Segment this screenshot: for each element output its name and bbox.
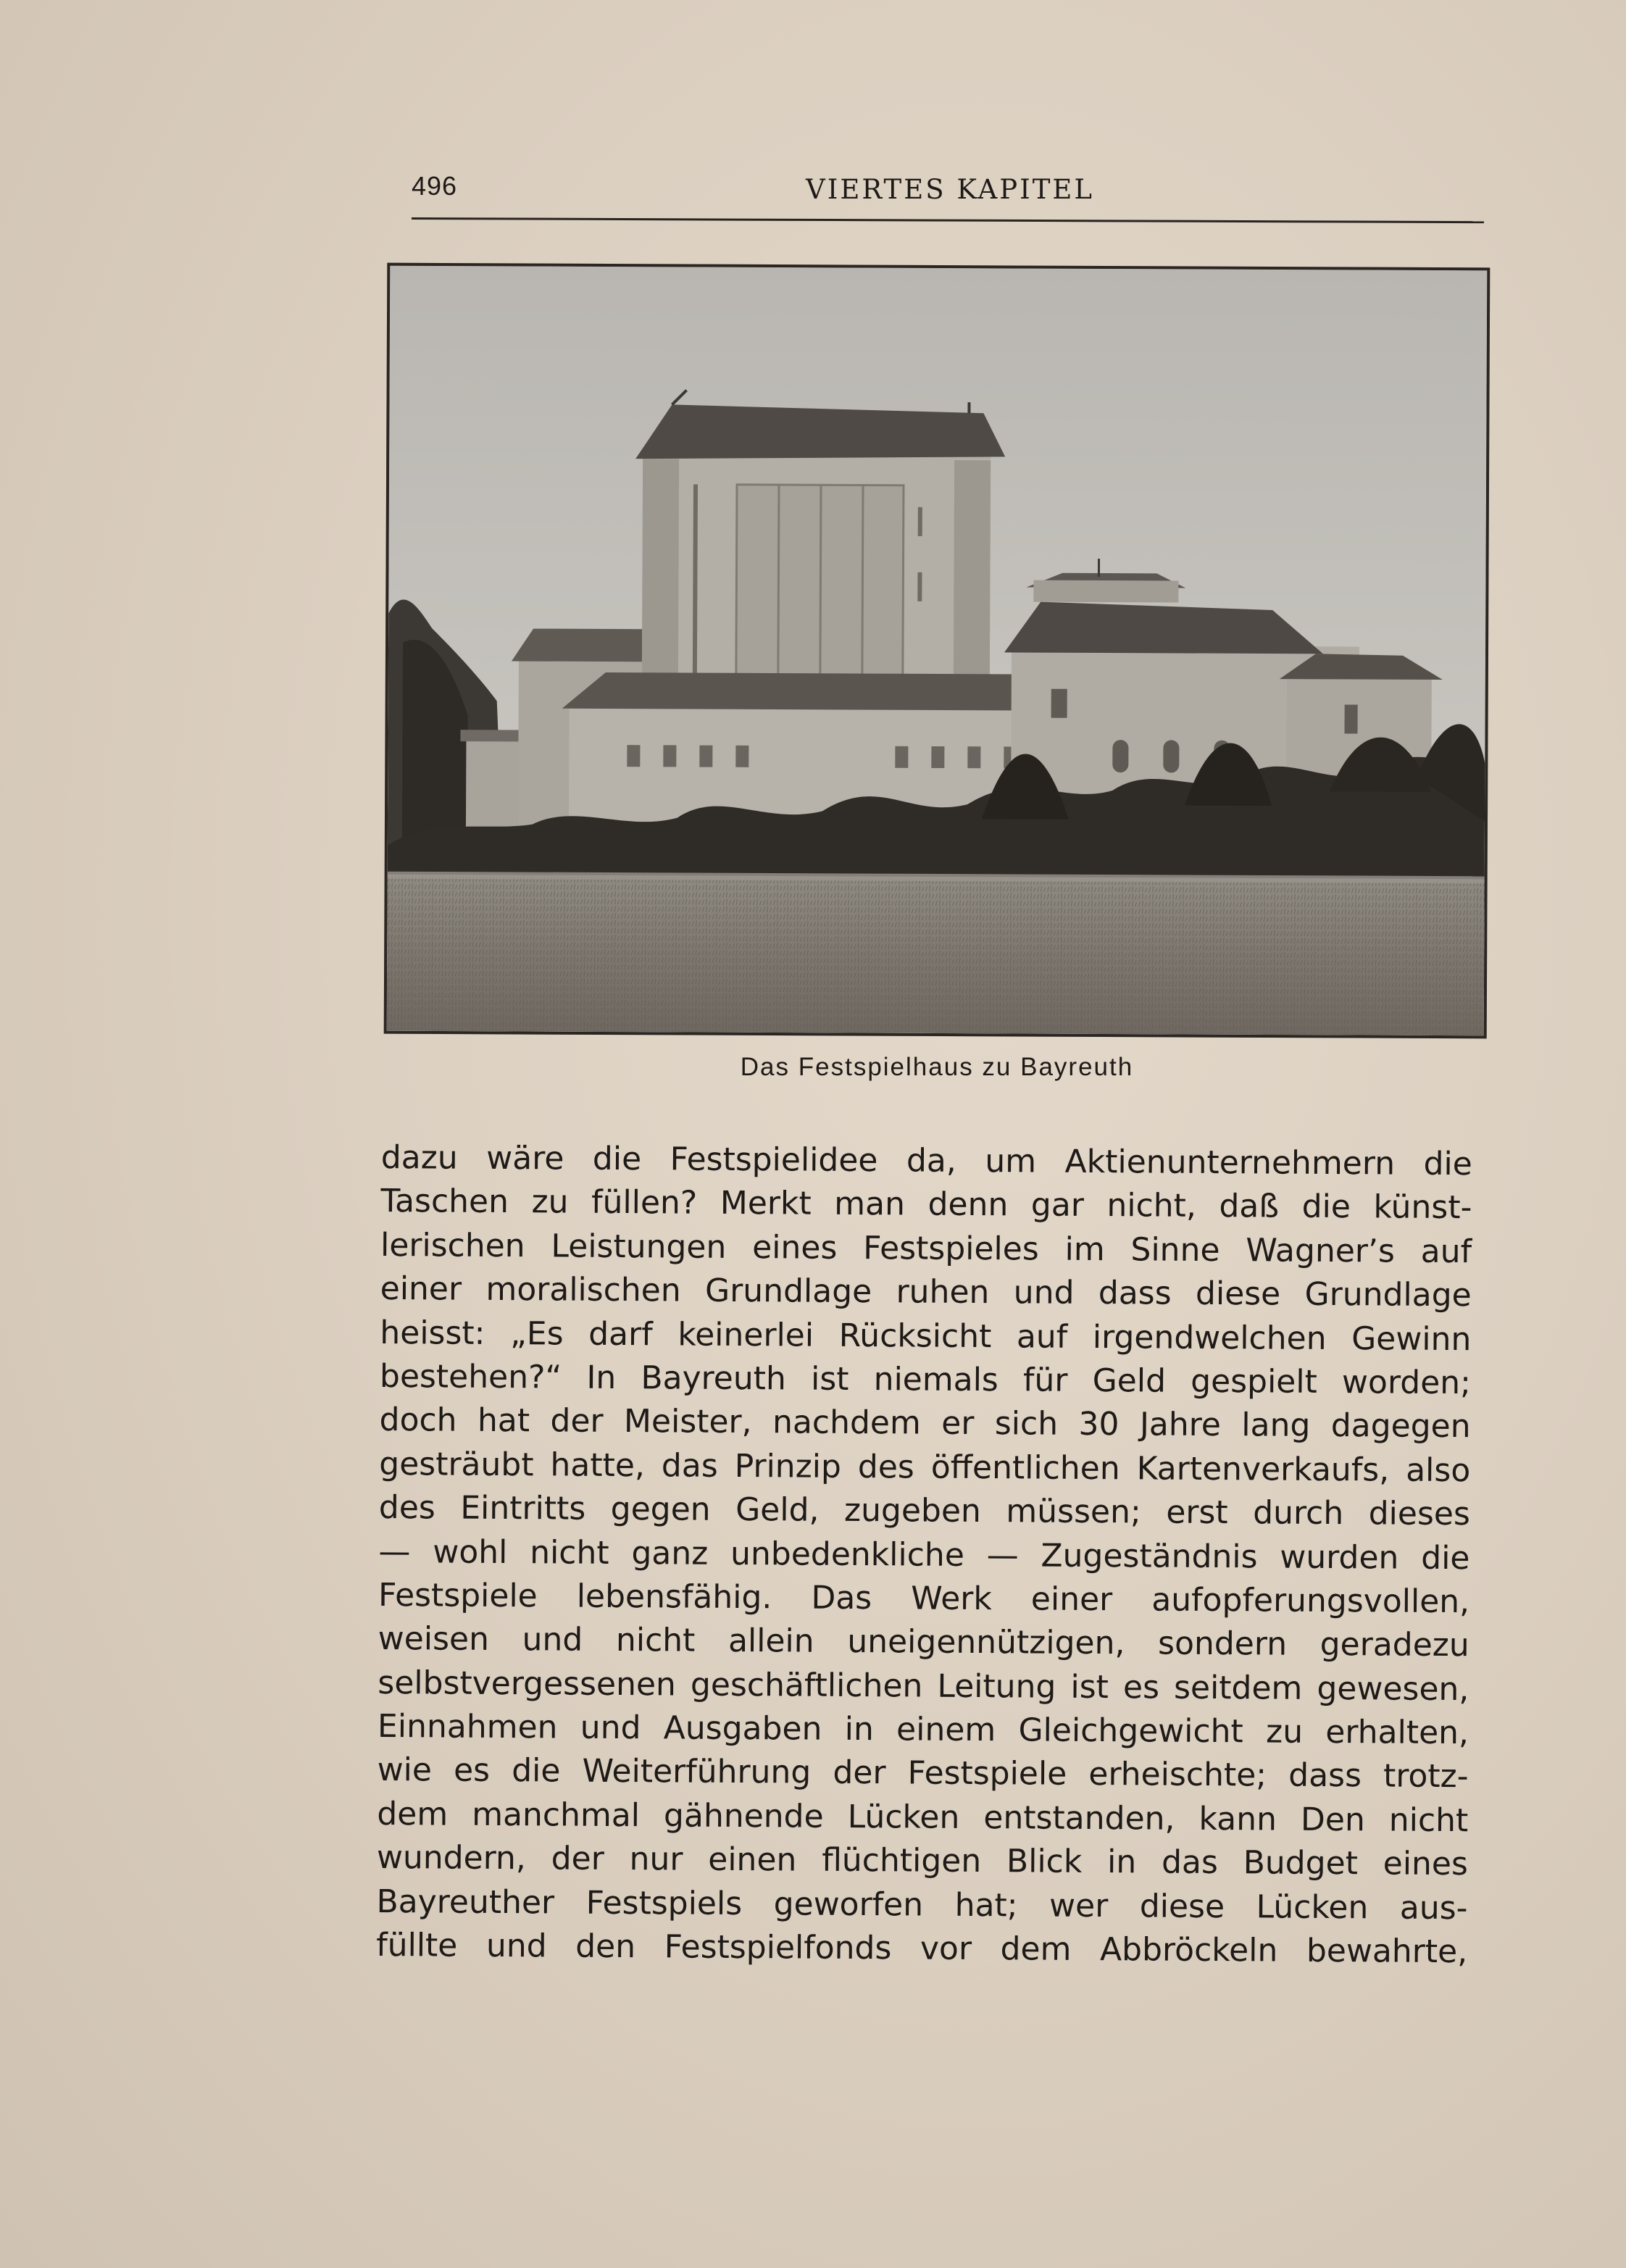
page-number: 496 [412,171,458,201]
text-line: lerischen Leistungen eines Festspieles im Sinne Wagner’s auf [380,1226,1472,1270]
running-head [412,171,1484,214]
text-line: wundern, der nur einen flüchtigen Blick in das Budget eines [376,1839,1469,1883]
text-line: Taschen zu füllen? Merkt man denn gar nicht, daß die künst- [380,1183,1472,1227]
chapter-title: VIERTES KAPITEL [806,174,1094,205]
text-line: gesträubt hatte, das Prinzip des öffentlichen Kartenverkaufs, also [379,1445,1471,1489]
photograph-illustration [387,266,1488,1036]
text-line: selbstvergessenen geschäftlichen Leitung ist es seitdem gewesen, [378,1664,1469,1708]
text-line: Einnahmen und Ausgaben in einem Gleichgewicht zu erhalten, [377,1708,1469,1752]
text-line: des Eintritts gegen Geld, zugeben müssen; erst durch dieses [378,1489,1470,1533]
text-line: füllte und den Festspielfonds vor dem Abbröckeln bewahrte, [376,1927,1468,1971]
body-text [376,1136,1472,1975]
figure-caption: Das Festspielhaus zu Bayreuth [740,1053,1134,1081]
text-line: weisen und nicht allein uneigennützigen, sondern geradezu [378,1620,1469,1664]
festspielhaus-photograph [384,263,1490,1039]
text-line: einer moralischen Grundlage ruhen und dass diese Grundlage [380,1270,1472,1314]
text-line: dazu wäre die Festspielidee da, um Aktienunternehmern die [380,1138,1472,1183]
text-line: heisst: „Es darf keinerlei Rücksicht auf irgendwelchen Gewinn [380,1314,1472,1358]
text-line: wie es die Weiterführung der Festspiele erheischte; dass trotz- [377,1751,1469,1796]
text-line: dem manchmal gähnende Lücken entstanden, kann Den nicht [377,1795,1469,1840]
text-line: Festspiele lebensfähig. Das Werk einer aufopferungsvollen, [378,1576,1470,1621]
header-rule [412,217,1484,223]
text-line: — wohl nicht ganz unbedenkliche — Zugeständnis wurden die [378,1533,1470,1577]
text-line: doch hat der Meister, nachdem er sich 30 Jahre lang dagegen [379,1401,1471,1446]
text-line: bestehen?“ In Bayreuth ist niemals für Geld gespielt worden; [379,1357,1472,1402]
text-line: Bayreuther Festspiels geworfen hat; wer diese Lücken aus- [376,1883,1468,1927]
